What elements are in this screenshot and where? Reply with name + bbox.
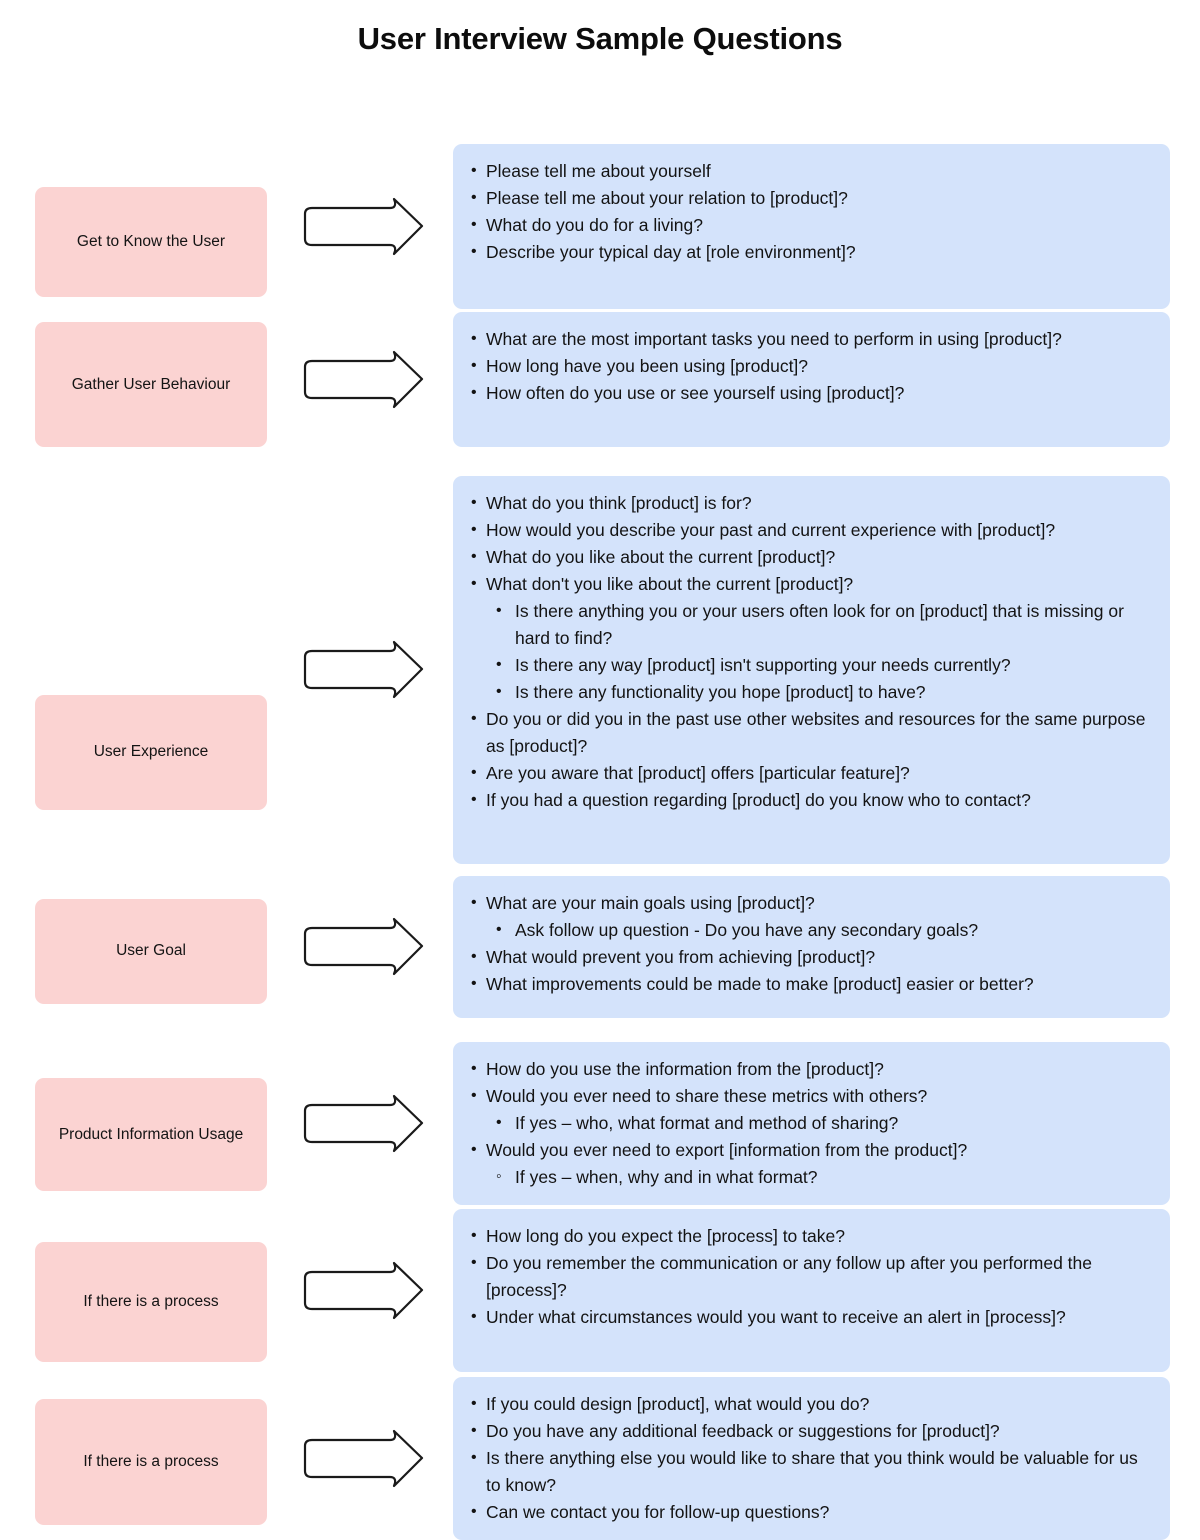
category-label: User Goal bbox=[116, 942, 186, 959]
question-item: • Do you or did you in the past use other websites and resources for the same purpose as [product]? bbox=[467, 706, 1152, 760]
arrow-cell bbox=[267, 1209, 453, 1372]
question-item: • Is there anything else you would like to share that you think would be valuable for us to know? bbox=[467, 1445, 1152, 1499]
category-cell bbox=[0, 1377, 267, 1540]
arrow-cell bbox=[267, 476, 453, 864]
question-item: • How long do you expect the [process] to take? bbox=[467, 1223, 1152, 1250]
question-item: • If you had a question regarding [product] do you know who to contact? bbox=[467, 787, 1152, 814]
question-item: • What would prevent you from achieving [product]? bbox=[467, 944, 1152, 971]
question-item: • How often do you use or see yourself using [product]? bbox=[467, 380, 1152, 407]
arrow-cell bbox=[267, 312, 453, 447]
question-item: • Please tell me about yourself bbox=[467, 158, 1152, 185]
question-item: • Are you aware that [product] offers [particular feature]? bbox=[467, 760, 1152, 787]
questions-cell bbox=[453, 876, 1200, 1018]
questions-cell bbox=[453, 312, 1200, 447]
question-item: • What are your main goals using [product]? bbox=[467, 890, 1152, 917]
category-label: Product Information Usage bbox=[58, 1125, 244, 1143]
right-arrow-icon bbox=[295, 1260, 425, 1322]
category-cell bbox=[0, 1042, 267, 1205]
category-card[interactable] bbox=[35, 1078, 267, 1191]
category-cell bbox=[0, 876, 267, 1018]
right-arrow-icon bbox=[295, 1093, 425, 1155]
question-item: • Is there any way [product] isn't supporting your needs currently? bbox=[467, 652, 1152, 679]
category-card[interactable] bbox=[35, 322, 267, 447]
category-label: User Experience bbox=[93, 743, 209, 760]
question-item: • What improvements could be made to make [product] easier or better? bbox=[467, 971, 1152, 998]
category-cell bbox=[0, 1209, 267, 1372]
arrow-cell bbox=[267, 144, 453, 309]
question-item: • Describe your typical day at [role environment]? bbox=[467, 239, 1152, 266]
flow-row bbox=[0, 312, 1200, 447]
category-cell bbox=[0, 312, 267, 447]
question-item: • What do you like about the current [product]? bbox=[467, 544, 1152, 571]
question-list bbox=[467, 1056, 1152, 1191]
questions-cell bbox=[453, 144, 1200, 309]
right-arrow-icon bbox=[295, 349, 425, 411]
question-item: • Can we contact you for follow-up questions? bbox=[467, 1499, 1152, 1526]
flow-row bbox=[0, 476, 1200, 864]
arrow-cell bbox=[267, 876, 453, 1018]
arrow-cell bbox=[267, 1042, 453, 1205]
question-item: ◦ If yes – when, why and in what format? bbox=[467, 1164, 1152, 1191]
question-item: • Do you remember the communication or any follow up after you performed the [process]? bbox=[467, 1250, 1152, 1304]
category-card[interactable] bbox=[35, 1242, 267, 1362]
question-item: • If you could design [product], what would you do? bbox=[467, 1391, 1152, 1418]
right-arrow-icon bbox=[295, 1428, 425, 1490]
category-label: If there is a process bbox=[83, 1453, 219, 1470]
question-item: • Would you ever need to export [information from the product]? bbox=[467, 1137, 1152, 1164]
question-list bbox=[467, 158, 1152, 266]
question-list bbox=[467, 1223, 1152, 1331]
question-item: • Ask follow up question - Do you have any secondary goals? bbox=[467, 917, 1152, 944]
category-card[interactable] bbox=[35, 899, 267, 1004]
question-item: • If yes – who, what format and method of sharing? bbox=[467, 1110, 1152, 1137]
right-arrow-icon bbox=[295, 196, 425, 258]
question-item: • What don't you like about the current [product]? bbox=[467, 571, 1152, 598]
questions-card[interactable] bbox=[453, 1209, 1170, 1372]
question-list bbox=[467, 890, 1152, 998]
question-item: • What are the most important tasks you need to perform in using [product]? bbox=[467, 326, 1152, 353]
question-item: • Please tell me about your relation to [product]? bbox=[467, 185, 1152, 212]
flow-row bbox=[0, 1377, 1200, 1540]
flow-row bbox=[0, 876, 1200, 1018]
flow-row bbox=[0, 1042, 1200, 1205]
questions-cell bbox=[453, 476, 1200, 864]
page-title: User Interview Sample Questions bbox=[357, 21, 843, 56]
right-arrow-icon bbox=[295, 916, 425, 978]
questions-cell bbox=[453, 1042, 1200, 1205]
question-item: • Under what circumstances would you want to receive an alert in [process]? bbox=[467, 1304, 1152, 1331]
right-arrow-icon bbox=[295, 639, 425, 701]
category-label: Get to Know the User bbox=[76, 232, 226, 250]
question-item: • Is there any functionality you hope [product] to have? bbox=[467, 679, 1152, 706]
questions-card[interactable] bbox=[453, 1377, 1170, 1540]
questions-card[interactable] bbox=[453, 144, 1170, 309]
category-card[interactable] bbox=[35, 187, 267, 297]
question-list bbox=[467, 326, 1152, 407]
category-label: If there is a process bbox=[83, 1293, 219, 1310]
category-cell bbox=[0, 476, 267, 864]
questions-cell bbox=[453, 1209, 1200, 1372]
category-card[interactable] bbox=[35, 695, 267, 810]
questions-card[interactable] bbox=[453, 476, 1170, 864]
question-item: • How do you use the information from the [product]? bbox=[467, 1056, 1152, 1083]
question-list bbox=[467, 1391, 1152, 1526]
questions-cell bbox=[453, 1377, 1200, 1540]
question-list bbox=[467, 490, 1152, 814]
arrow-cell bbox=[267, 1377, 453, 1540]
questions-card[interactable] bbox=[453, 312, 1170, 447]
flow-row bbox=[0, 144, 1200, 309]
question-item: • How long have you been using [product]? bbox=[467, 353, 1152, 380]
category-label: Gather User Behaviour bbox=[71, 375, 231, 393]
question-item: • How would you describe your past and current experience with [product]? bbox=[467, 517, 1152, 544]
question-item: • What do you do for a living? bbox=[467, 212, 1152, 239]
question-item: • Is there anything you or your users often look for on [product] that is missing or hard to find? bbox=[467, 598, 1152, 652]
question-item: • Do you have any additional feedback or suggestions for [product]? bbox=[467, 1418, 1152, 1445]
category-cell bbox=[0, 144, 267, 309]
questions-card[interactable] bbox=[453, 876, 1170, 1018]
category-card[interactable] bbox=[35, 1399, 267, 1525]
flow-row bbox=[0, 1209, 1200, 1372]
question-item: • Would you ever need to share these metrics with others? bbox=[467, 1083, 1152, 1110]
question-item: • What do you think [product] is for? bbox=[467, 490, 1152, 517]
questions-card[interactable] bbox=[453, 1042, 1170, 1205]
